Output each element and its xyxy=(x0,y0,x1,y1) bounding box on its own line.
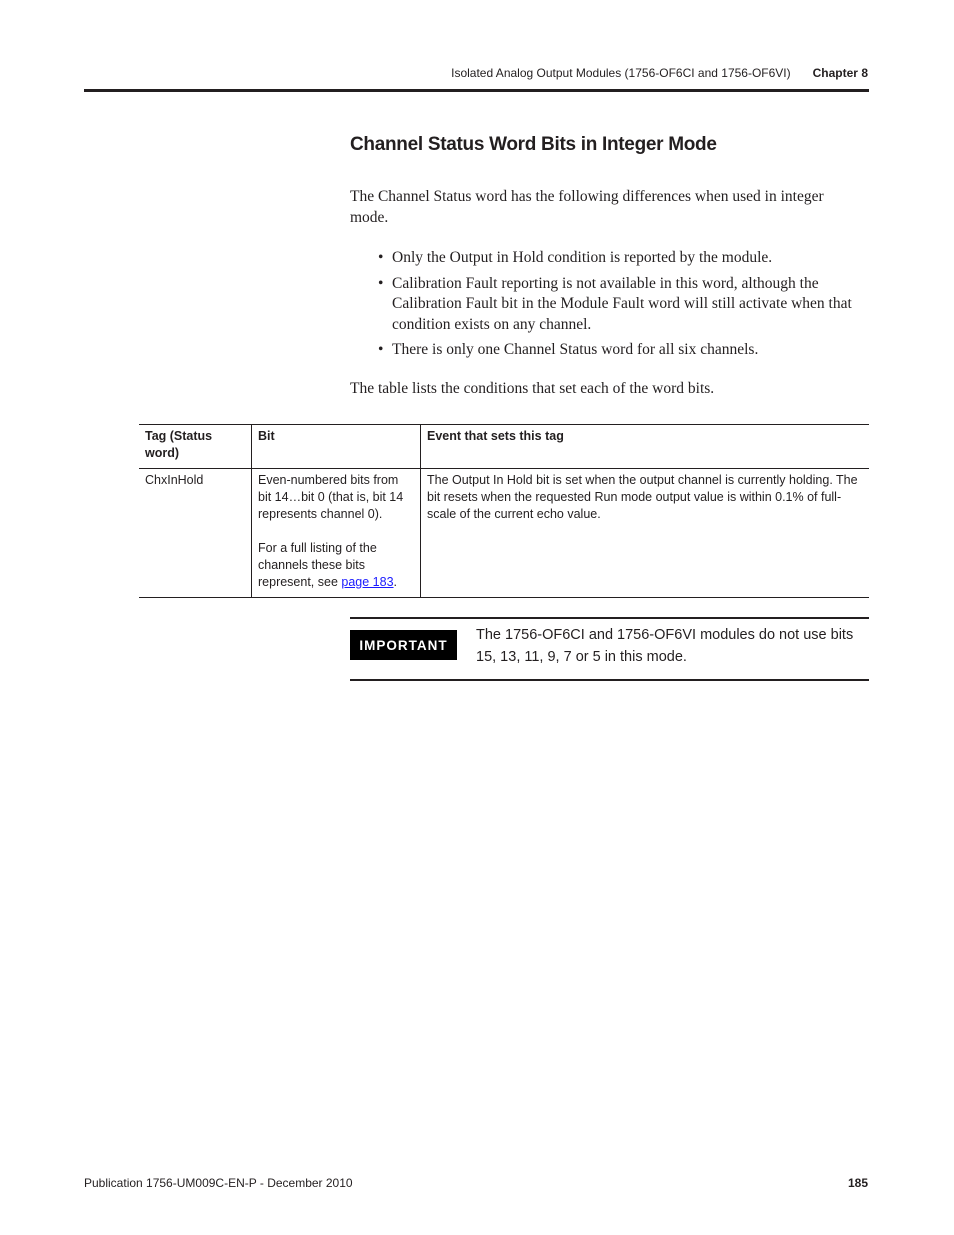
running-title: Isolated Analog Output Modules (1756-OF6CI and 1756-OF6VI) xyxy=(451,66,791,80)
important-text: The 1756-OF6CI and 1756-OF6VI modules do not use bits 15, 13, 11, 9, 7 or 5 in this mode. xyxy=(476,627,854,665)
closing-paragraph: The table lists the conditions that set each of the word bits. xyxy=(350,380,715,397)
important-badge: IMPORTANT xyxy=(350,630,457,660)
important-top-rule xyxy=(350,617,869,619)
table-header-row xyxy=(139,425,869,469)
page-183-link[interactable]: page 183 xyxy=(341,575,394,589)
bullet-icon: • xyxy=(378,341,384,358)
cell-bit: Even-numbered bits from bit 14…bit 0 (that is, bit 14 represents channel 0). For a full listing of the channels these bits represent, see page 183. xyxy=(252,469,421,598)
important-bottom-rule xyxy=(350,679,869,681)
bullet-list xyxy=(378,248,858,366)
table-row xyxy=(139,469,869,598)
status-bits-table xyxy=(139,424,869,598)
intro-paragraph: The Channel Status word has the following differences when used in integer mode. xyxy=(350,188,824,226)
bit-description: Even-numbered bits from bit 14…bit 0 (that is, bit 14 represents channel 0). xyxy=(258,473,404,521)
header-rule xyxy=(84,89,869,92)
list-item: • Only the Output in Hold condition is reported by the module. xyxy=(378,248,858,269)
cell-tag: ChxInHold xyxy=(139,469,252,598)
footer-publication: Publication 1756-UM009C-EN-P - December 2010 xyxy=(84,1176,353,1190)
bullet-icon: • xyxy=(378,274,384,292)
section-title: Channel Status Word Bits in Integer Mode xyxy=(350,134,717,155)
header-event: Event that sets this tag xyxy=(421,425,870,469)
header-bit: Bit xyxy=(252,425,421,469)
bit-reference-prefix: For a full listing of the channels these bits represent, see xyxy=(258,541,377,589)
list-item: • Calibration Fault reporting is not available in this word, although the Calibration Fault bit in the Module Fault word will still activate when that condition exists on any channel. xyxy=(378,274,852,333)
bullet-icon: • xyxy=(378,249,384,266)
cell-event: The Output In Hold bit is set when the output channel is currently holding. The bit resets when the requested Run mode output value is within 0.1% of full-scale of the current echo value. xyxy=(421,469,870,598)
page-number: 185 xyxy=(847,1176,868,1190)
chapter-label: Chapter 8 xyxy=(812,66,868,80)
header-tag: Tag (Status word) xyxy=(139,425,252,469)
running-header xyxy=(451,66,868,80)
list-item: • There is only one Channel Status word for all six channels. xyxy=(378,340,858,361)
